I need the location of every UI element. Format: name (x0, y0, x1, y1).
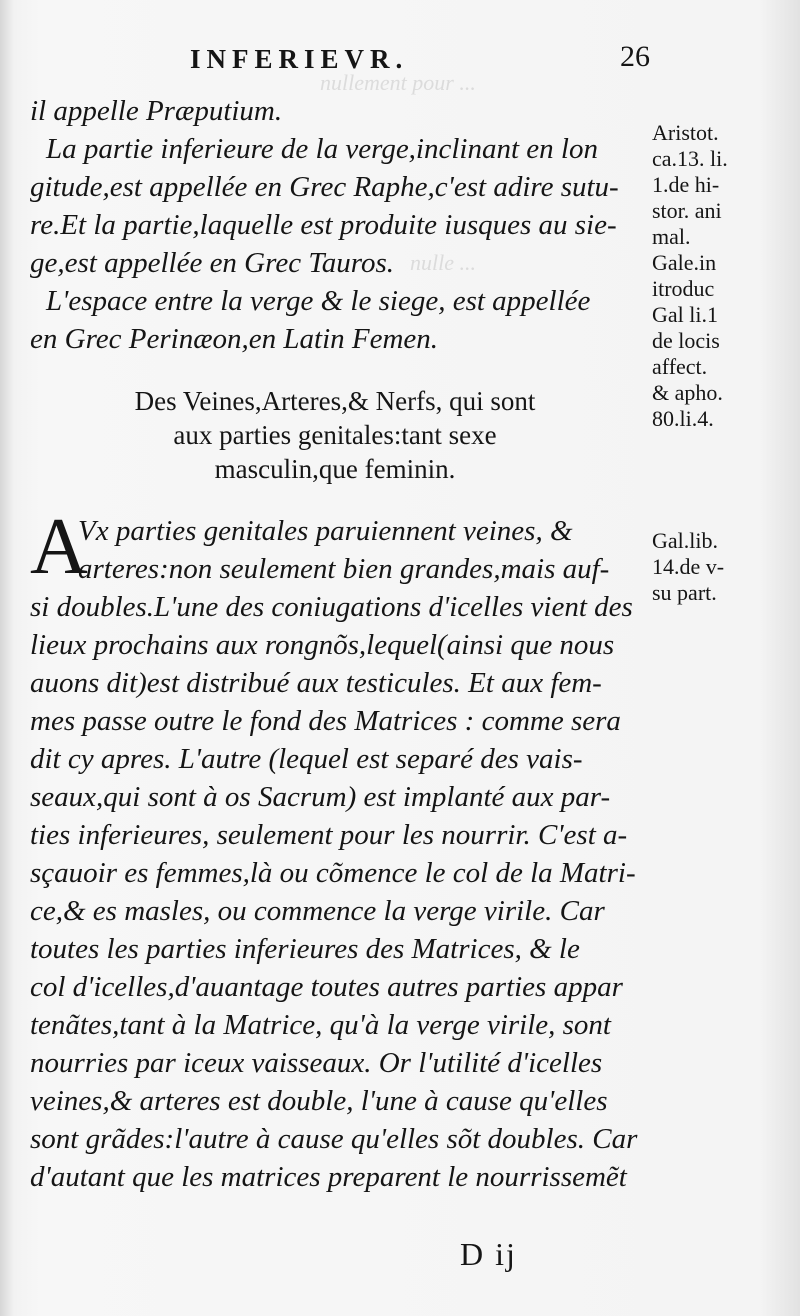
margin-note-line: stor. ani (652, 198, 722, 223)
text-line: ties inferieures, seulement pour les nourrir. C'est a- (30, 819, 628, 851)
bleed-through-text: nullement pour ... (320, 70, 476, 95)
text-line: arteres:non seulement bien grandes,mais auf- (78, 553, 610, 585)
text-line: col d'icelles,d'auantage toutes autres parties appar (30, 971, 623, 1003)
drop-cap: A (30, 503, 88, 591)
margin-note-line: de locis (652, 328, 720, 353)
text-line: toutes les parties inferieures des Matrices, & le (30, 933, 580, 965)
margin-notes-lower (652, 528, 800, 606)
margin-note-line: 14.de v- (652, 554, 725, 579)
main-text-column (30, 92, 640, 1196)
margin-note-line: ca.13. li. (652, 146, 728, 171)
page-number: 26 (620, 40, 650, 73)
text-line: auons dit)est distribué aux testicules. Et aux fem- (30, 667, 602, 699)
text-line: si doubles.L'une des coniugations d'icelles vient des (30, 591, 633, 623)
text-line: veines,& arteres est double, l'une à cause qu'elles (30, 1085, 608, 1117)
text-line: sont grãdes:l'autre à cause qu'elles sõt doubles. Car (30, 1123, 638, 1155)
margin-note-line: Gal li.1 (652, 302, 718, 327)
heading-line: aux parties genitales:tant sexe (173, 420, 497, 450)
text-line: gitude,est appellée en Grec Raphe,c'est adire sutu- (30, 171, 619, 203)
text-line: L'espace entre la verge & le siege, est appellée (46, 285, 591, 317)
text-line: sçauoir es femmes,là ou cõmence le col de la Matri- (30, 857, 636, 889)
text-line: ge,est appellée en Grec Tauros. (30, 247, 395, 279)
paragraph-2 (30, 503, 640, 1196)
margin-note-line: Gale.in (652, 250, 717, 275)
text-line: lieux prochains aux rongnõs,lequel(ainsi que nous (30, 629, 615, 661)
margin-note-line: Aristot. (652, 120, 719, 145)
margin-note-line: affect. (652, 354, 708, 379)
signature-mark: D ij (460, 1236, 517, 1272)
text-line: seaux,qui sont à os Sacrum) est implanté aux par- (30, 781, 611, 813)
bleed-through-text: nulle ... (410, 250, 476, 275)
margin-note-line: itroduc (652, 276, 715, 301)
margin-note-line: su part. (652, 580, 717, 605)
text-line: La partie inferieure de la verge,inclinant en lon (46, 133, 598, 165)
text-line: dit cy apres. L'autre (lequel est separé des vais- (30, 743, 583, 775)
margin-note-line: 80.li.4. (652, 406, 714, 431)
margin-note-line: mal. (652, 224, 691, 249)
text-line: re.Et la partie,laquelle est produite iusques au sie- (30, 209, 617, 241)
text-line: ce,& es masles, ou commence la verge virile. Car (30, 895, 605, 927)
text-line: en Grec Perinæon,en Latin Femen. (30, 323, 439, 355)
heading-line: Des Veines,Arteres,& Nerfs, qui sont (134, 386, 536, 416)
text-line: d'autant que les matrices preparent le nourrissemẽt (30, 1161, 627, 1193)
margin-note-line: Gal.lib. (652, 528, 718, 553)
paragraph-1 (30, 92, 640, 358)
margin-notes-upper (652, 120, 800, 432)
text-line: Vx parties genitales paruiennent veines, & (78, 515, 573, 547)
heading-line: masculin,que feminin. (214, 454, 456, 484)
text-line: il appelle Præputium. (30, 95, 283, 127)
text-line: tenãtes,tant à la Matrice, qu'à la verge virile, sont (30, 1009, 611, 1041)
margin-note-line: 1.de hi- (652, 172, 720, 197)
text-line: nourries par iceux vaisseaux. Or l'utilité d'icelles (30, 1047, 603, 1079)
margin-note-line: & apho. (652, 380, 723, 405)
text-line: mes passe outre le fond des Matrices : comme sera (30, 705, 621, 737)
section-heading (30, 384, 640, 486)
running-title: INFERIEVR. (190, 44, 409, 74)
